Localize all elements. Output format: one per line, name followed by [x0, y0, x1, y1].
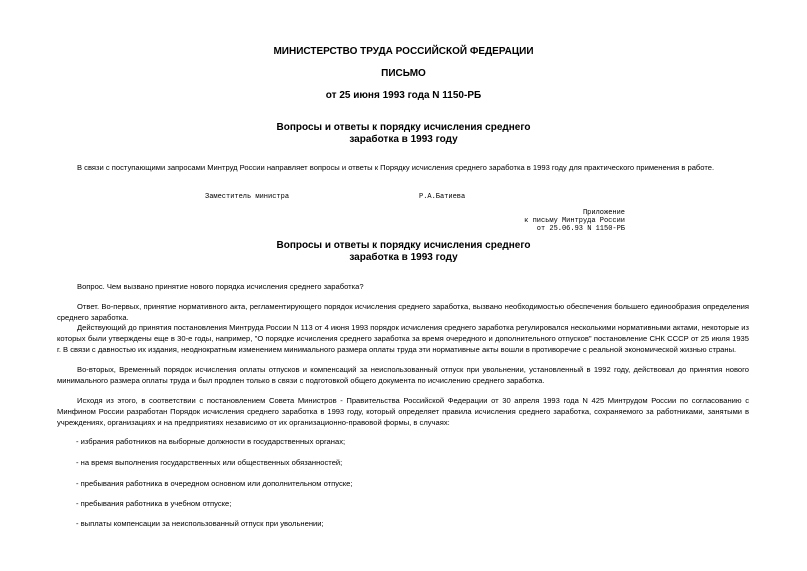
appendix-title-line2: заработка в 1993 году: [349, 252, 458, 263]
appendix-line1: Приложение: [582, 209, 625, 217]
list-item: - пребывания работника в учебном отпуске;: [76, 499, 232, 508]
history-paragraph: Действующий до принятия постановления Минтруда России N 113 от 4 июня 1993 порядок исчисления среднего заработка регулировался несколькими нормативными актами, некоторые из которых были утверждены еще в 30-е годы, например, "О порядке исчисления среднего заработка за время очередного и дополнительного отпусков" постановление СНК СССР от 25 июля 1935 г. В связи с давностью их издания, неоднократным изменением минимального размера оплаты труда эти нормативные акты вошли в противоречие с реальной экономической жизнью страны.: [57, 323, 749, 354]
signature-name: Р.А.Батиева: [419, 193, 466, 201]
document-title-line2: заработка в 1993 году: [349, 134, 458, 145]
list-item: - выплаты компенсации за неиспользованный отпуск при увольнении;: [76, 519, 324, 528]
appendix-title-line1: Вопросы и ответы к порядку исчисления среднего: [276, 240, 531, 251]
answer-paragraph: Ответ. Во-первых, принятие нормативного акта, регламентирующего порядок исчисления среднего заработка, вызвано необходимостью обеспечения большего единообразия определения среднего заработка.: [57, 302, 749, 322]
signature-position: Заместитель министра: [205, 193, 290, 201]
basis-paragraph: Исходя из этого, в соответствии с постановлением Совета Министров - Правительства Российской Федерации от 30 апреля 1993 года N 425 Минтрудом России по согласованию с Минфином России разработан Порядок исчисления среднего заработка в 1993 году, который определяет правила исчисления среднего заработка, сохраняемого за работниками, занятыми в учреждениях, организациях и на предприятиях независимо от их организационно-правовой формы, в случаях:: [57, 396, 749, 427]
appendix-line3: от 25.06.93 N 1150-РБ: [536, 225, 625, 233]
second-reason-paragraph: Во-вторых, Временный порядок исчисления оплаты отпусков и компенсаций за неиспользованный отпуск при увольнении, установленный в 1992 году, действовал до принятия нового минимального размера оплаты труда и был продлен только в связи с подготовкой общего документа по исчислению среднего заработка.: [57, 365, 749, 385]
list-item: - пребывания работника в очередном основном или дополнительном отпуске;: [76, 479, 353, 488]
intro-paragraph: В связи с поступающими запросами Минтруд России направляет вопросы и ответы к Порядку исчисления среднего заработка в 1993 году для практического применения в работе.: [77, 163, 715, 172]
question-paragraph: Вопрос. Чем вызвано принятие нового порядка исчисления среднего заработка?: [77, 282, 364, 291]
date-number-heading: от 25 июня 1993 года N 1150-РБ: [325, 90, 482, 101]
appendix-line2: к письму Минтруда России: [524, 217, 625, 225]
ministry-heading: МИНИСТЕРСТВО ТРУДА РОССИЙСКОЙ ФЕДЕРАЦИИ: [273, 46, 534, 57]
document-title-line1: Вопросы и ответы к порядку исчисления среднего: [276, 122, 531, 133]
list-item: - избрания работников на выборные должности в государственных органах;: [76, 437, 346, 446]
list-item: - на время выполнения государственных или общественных обязанностей;: [76, 458, 343, 467]
doc-type-heading: ПИСЬМО: [381, 68, 426, 79]
